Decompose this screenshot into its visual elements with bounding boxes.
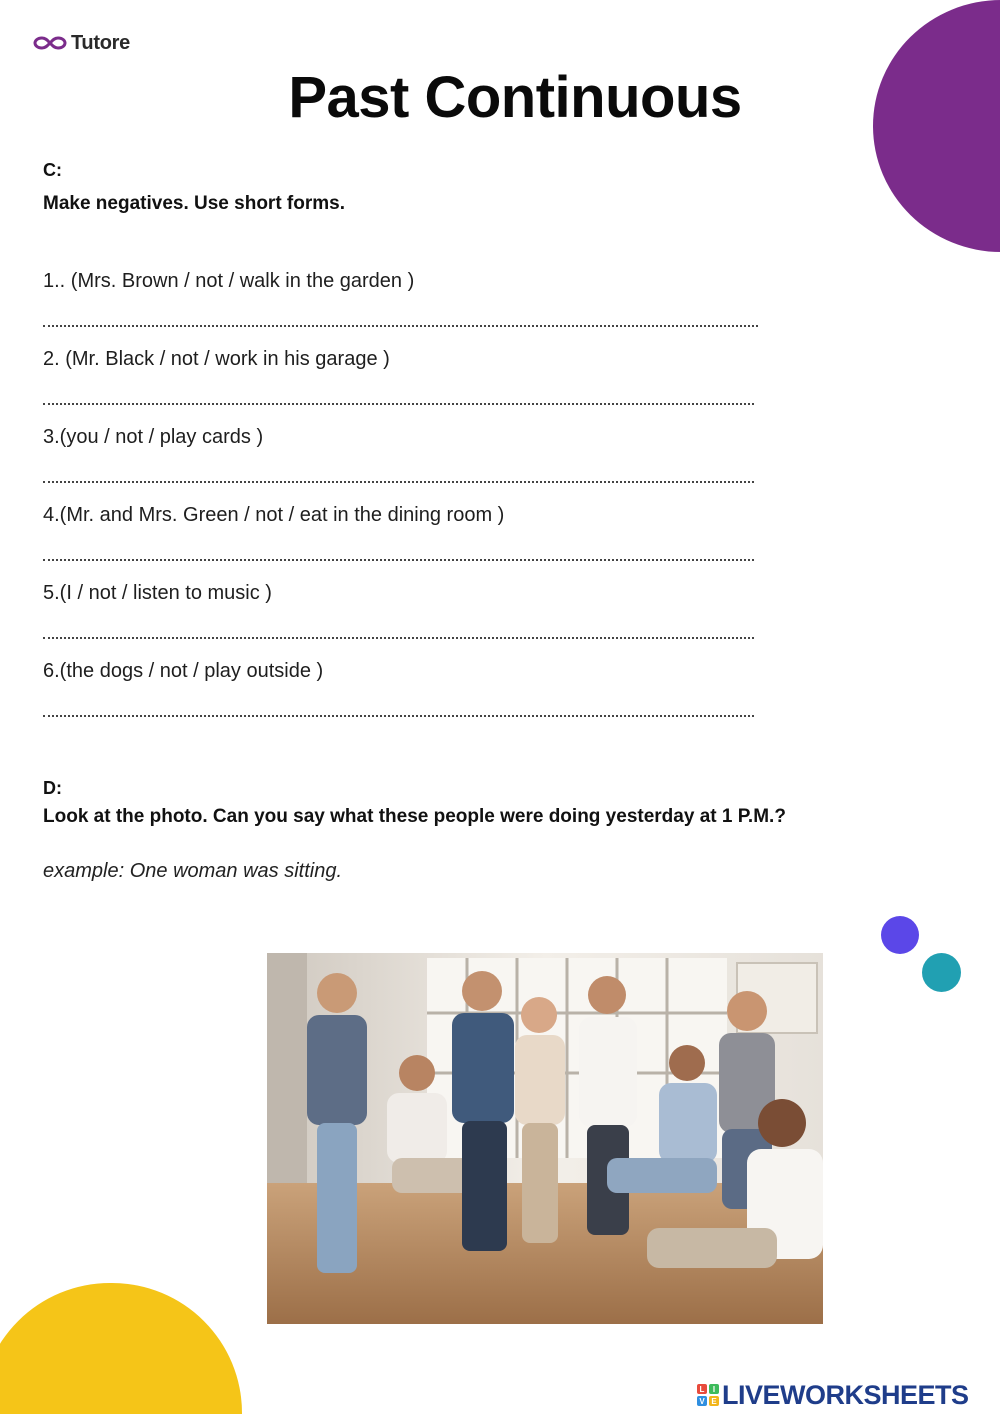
answer-line-4[interactable] xyxy=(43,559,754,561)
liveworksheets-tiles-icon xyxy=(697,1384,719,1406)
answer-line-5[interactable] xyxy=(43,637,754,639)
brand-tile-v: V xyxy=(697,1396,707,1406)
answer-line-2[interactable] xyxy=(43,403,754,405)
exercise-item-3: 3.(you / not / play cards ) xyxy=(43,426,264,448)
exercise-item-6: 6.(the dogs / not / play outside ) xyxy=(43,660,324,682)
brand-tile-i: I xyxy=(709,1384,719,1394)
liveworksheets-text: LIVEWORKSHEETS xyxy=(722,1379,969,1410)
infinity-icon xyxy=(33,35,67,51)
logo-text: Tutore xyxy=(71,31,130,54)
decorative-blue-dot xyxy=(881,916,919,954)
exercise-item-1: 1.. (Mrs. Brown / not / walk in the garden ) xyxy=(43,270,415,292)
decorative-yellow-shape xyxy=(0,1283,242,1414)
answer-line-6[interactable] xyxy=(43,715,754,717)
section-c-instruction: Make negatives. Use short forms. xyxy=(43,193,345,214)
exercise-item-4: 4.(Mr. and Mrs. Green / not / eat in the dining room ) xyxy=(43,504,505,526)
answer-line-1[interactable] xyxy=(43,325,758,327)
page-title: Past Continuous xyxy=(288,65,742,130)
brand-tile-l: L xyxy=(697,1384,707,1394)
section-d-label: D: xyxy=(43,778,62,798)
section-c-label: C: xyxy=(43,160,62,180)
people-meeting-photo xyxy=(267,953,823,1324)
example-text: : One woman was sitting. xyxy=(118,860,343,882)
section-d-instruction: Look at the photo. Can you say what these people were doing yesterday at 1 P.M.? xyxy=(43,806,786,827)
exercise-item-2: 2. (Mr. Black / not / work in his garage ) xyxy=(43,348,390,370)
example-label: example xyxy=(43,860,119,882)
brand-tile-e: E xyxy=(709,1396,719,1406)
tutore-logo xyxy=(33,31,130,55)
decorative-teal-dot xyxy=(922,953,961,992)
exercise-item-5: 5.(I / not / listen to music ) xyxy=(43,582,272,604)
liveworksheets-logo xyxy=(697,1378,969,1412)
answer-line-3[interactable] xyxy=(43,481,754,483)
example-sentence xyxy=(43,860,342,883)
